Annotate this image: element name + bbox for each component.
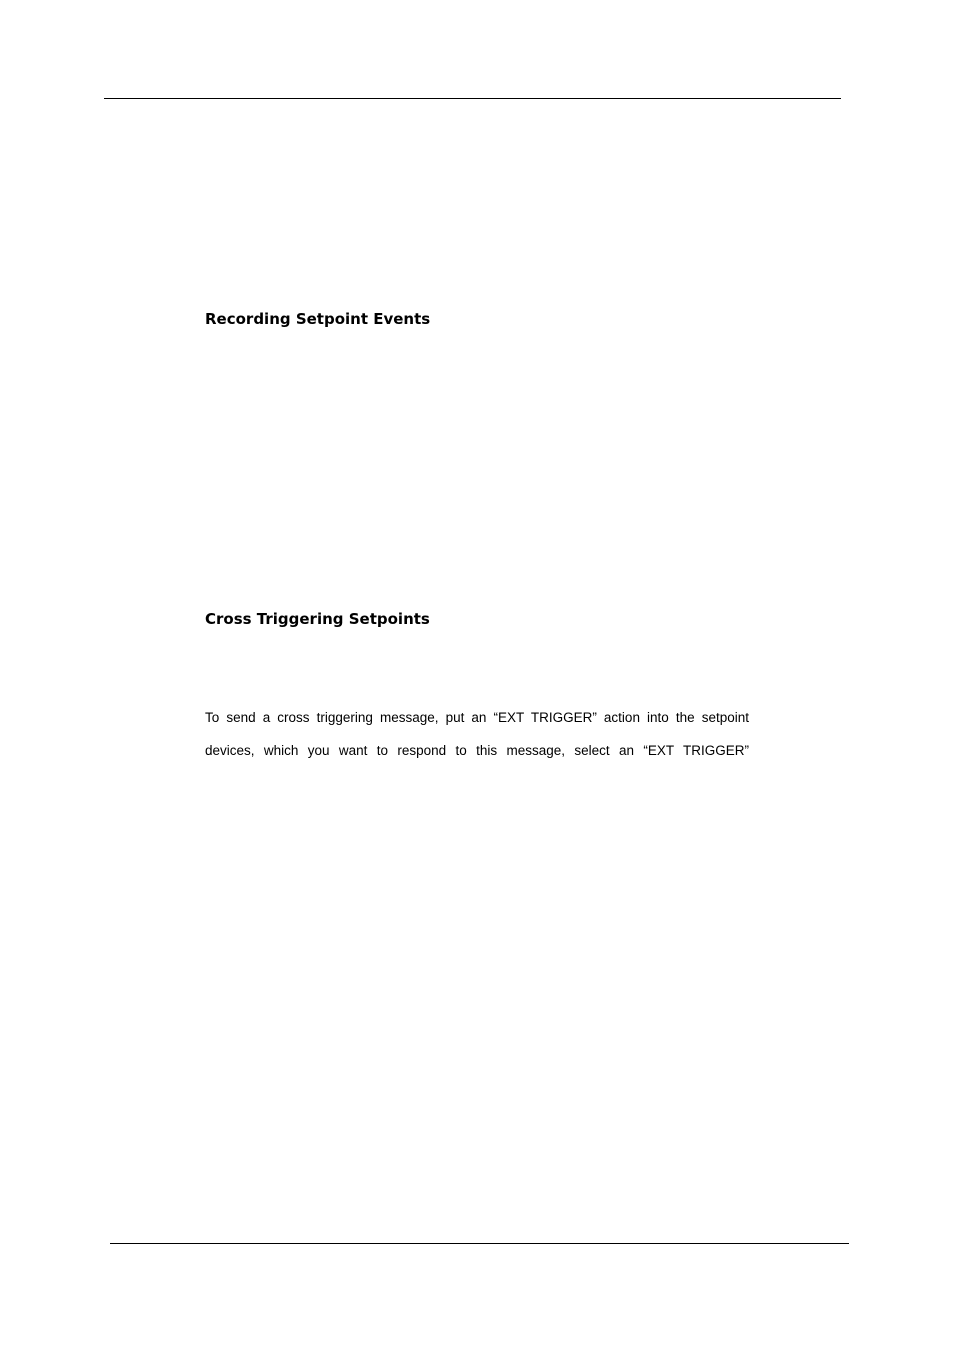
section-heading-recording-setpoint-events: Recording Setpoint Events bbox=[205, 310, 431, 328]
paragraph-line: To send a cross triggering message, put an “EXT TRIGGER” action into the setpoint bbox=[205, 710, 749, 725]
paragraph-line: devices, which you want to respond to this message, select an “EXT TRIGGER” bbox=[205, 743, 749, 758]
section-heading-cross-triggering-setpoints: Cross Triggering Setpoints bbox=[205, 610, 430, 628]
header-rule bbox=[104, 98, 841, 99]
footer-rule bbox=[110, 1243, 849, 1244]
